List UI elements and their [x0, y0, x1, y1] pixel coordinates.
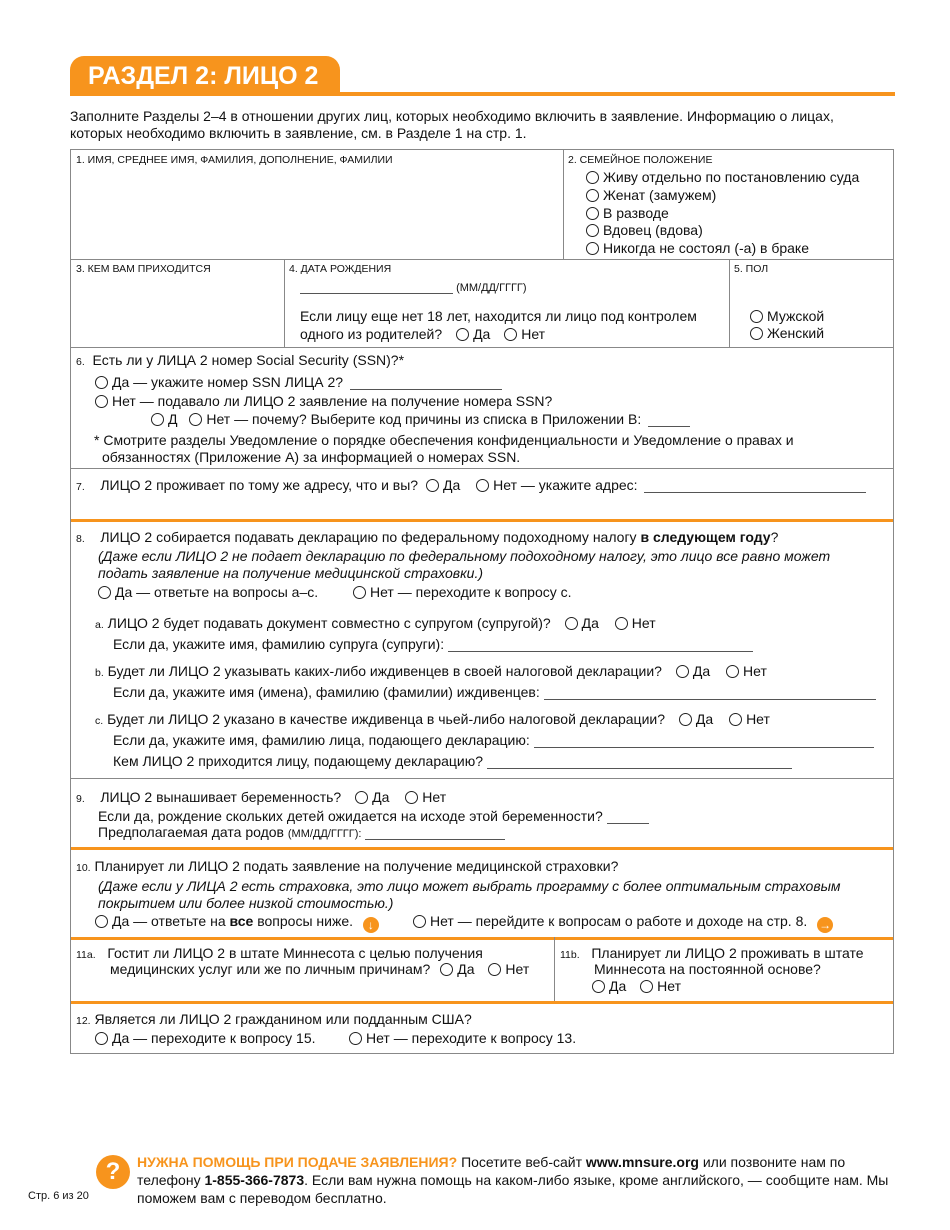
q3-label: 3. КЕМ ВАМ ПРИХОДИТСЯ	[76, 263, 211, 275]
radio-icon	[586, 207, 599, 220]
divider	[71, 778, 893, 779]
q4-label: 4. ДАТА РОЖДЕНИЯ	[289, 263, 392, 275]
address-input[interactable]	[644, 480, 866, 493]
page-number: Стр. 6 из 20	[28, 1190, 89, 1202]
q6-text: 6. Есть ли у ЛИЦА 2 номер Social Security (SSN)?*	[76, 352, 405, 368]
spouse-name-input[interactable]	[448, 639, 753, 652]
filer-name-input[interactable]	[534, 735, 874, 748]
radio-icon[interactable]	[504, 328, 517, 341]
radio-icon	[98, 586, 111, 599]
radio-icon[interactable]	[189, 413, 202, 426]
radio-icon[interactable]	[426, 479, 439, 492]
due-date-input[interactable]	[365, 827, 505, 840]
radio-icon[interactable]	[640, 980, 653, 993]
q6-note-l1: * Смотрите разделы Уведомление о порядке обеспечения конфиденциальности и Уведомление о правах и	[94, 432, 794, 448]
divider	[554, 937, 555, 1001]
q4-question-l2: одного из родителей? Да Нет	[300, 326, 546, 342]
radio-icon	[95, 915, 108, 928]
q7-row: 7. ЛИЦО 2 проживает по тому же адресу, что и вы? Да Нет — укажите адрес:	[76, 477, 866, 493]
arrow-down-icon: ↓	[363, 917, 379, 933]
dob-field[interactable]: (ММ/ДД/ГГГГ)	[300, 281, 527, 294]
divider	[71, 519, 893, 522]
dependents-input[interactable]	[544, 687, 876, 700]
radio-icon[interactable]	[405, 791, 418, 804]
q5-label: 5. ПОЛ	[734, 263, 769, 275]
q2-label: 2. СЕМЕЙНОЕ ПОЛОЖЕНИЕ	[568, 154, 713, 166]
relationship-input[interactable]	[487, 756, 792, 769]
radio-icon[interactable]	[615, 617, 628, 630]
q10-note-l1: (Даже если у ЛИЦА 2 есть страховка, это лицо может выбрать программу с более оптимальным страховым	[98, 878, 841, 894]
q10-no[interactable]: Нет — перейдите к вопросам о работе и доходе на стр. 8. →	[413, 913, 833, 933]
section-title: РАЗДЕЛ 2: ЛИЦО 2	[70, 56, 340, 94]
divider	[71, 259, 893, 260]
radio-icon[interactable]	[355, 791, 368, 804]
header-rule	[70, 92, 895, 96]
q12-text: 12. Является ли ЛИЦО 2 гражданином или подданным США?	[76, 1011, 472, 1027]
radio-icon[interactable]	[476, 479, 489, 492]
intro-text: Заполните Разделы 2–4 в отношении других лиц, которых необходимо включить в заявление. Информацию о лицах, которых необходимо включить в заявление, см. в Разделе 1 на стр. 1.	[70, 108, 834, 141]
q6-yes[interactable]: Да — укажите номер SSN ЛИЦА 2?	[95, 374, 502, 390]
q8c-follow2: Кем ЛИЦО 2 приходится лицу, подающему декларацию?	[113, 753, 792, 769]
radio-icon	[586, 242, 599, 255]
q8-text: 8. ЛИЦО 2 собирается подавать декларацию по федеральному подоходному налогу в следующем году?	[76, 529, 779, 545]
divider	[563, 150, 564, 259]
radio-icon	[349, 1032, 362, 1045]
q11b-l1: 11b. Планирует ли ЛИЦО 2 проживать в штате	[560, 945, 864, 961]
divider	[71, 468, 893, 469]
q6-note-l2: обязанностях (Приложение A) за информацией о номерах SSN.	[102, 449, 521, 465]
q8a-follow: Если да, укажите имя, фамилию супруга (супруги):	[113, 636, 753, 652]
site-link[interactable]: www.mnsure.org	[585, 1154, 699, 1170]
radio-icon	[95, 395, 108, 408]
radio-icon	[586, 189, 599, 202]
radio-icon[interactable]	[440, 963, 453, 976]
section-header	[70, 56, 895, 96]
radio-icon	[95, 376, 108, 389]
q12-no[interactable]: Нет — переходите к вопросу 13.	[349, 1030, 576, 1046]
marital-option-4[interactable]: Никогда не состоял (-а) в браке	[586, 240, 809, 256]
q8-no[interactable]: Нет — переходите к вопросу c.	[353, 584, 572, 600]
radio-icon[interactable]	[592, 980, 605, 993]
radio-icon	[413, 915, 426, 928]
q11b-l2: Миннесота на постоянной основе?	[594, 961, 821, 977]
q6-no[interactable]: Нет — подавало ли ЛИЦО 2 заявление на получение номера SSN?	[95, 393, 552, 409]
radio-icon[interactable]	[488, 963, 501, 976]
help-icon: ?	[96, 1155, 130, 1189]
arrow-right-icon: →	[819, 918, 832, 932]
q11a-l2: медицинских услуг или же по личным причинам? Да Нет	[110, 961, 530, 977]
name-input[interactable]	[76, 168, 556, 256]
radio-icon[interactable]	[676, 665, 689, 678]
q6-sub: Д Нет — почему? Выберите код причины из списка в Приложении B:	[151, 411, 690, 427]
q9-follow1: Если да, рождение скольких детей ожидается на исходе этой беременности?	[98, 808, 649, 824]
sex-male[interactable]: Мужской	[750, 308, 824, 324]
q10-yes[interactable]: Да — ответьте на все вопросы ниже. ↓	[95, 913, 379, 933]
radio-icon[interactable]	[456, 328, 469, 341]
divider	[71, 847, 893, 850]
divider	[71, 347, 893, 348]
radio-icon	[586, 171, 599, 184]
radio-icon[interactable]	[151, 413, 164, 426]
marital-option-3[interactable]: Вдовец (вдова)	[586, 222, 703, 238]
divider	[71, 1001, 893, 1004]
q10-text: 10. Планирует ли ЛИЦО 2 подать заявление на получение медицинской страховки?	[76, 858, 619, 874]
person-form	[70, 149, 894, 1054]
radio-icon	[95, 1032, 108, 1045]
q8-yes[interactable]: Да — ответьте на вопросы a–c.	[98, 584, 318, 600]
marital-option-0[interactable]: Живу отдельно по постановлению суда	[586, 169, 859, 185]
radio-icon[interactable]	[729, 713, 742, 726]
marital-option-2[interactable]: В разводе	[586, 205, 669, 221]
q9-follow2: Предполагаемая дата родов (ММ/ДД/ГГГГ):	[98, 824, 505, 840]
radio-icon	[586, 224, 599, 237]
children-count-input[interactable]	[607, 811, 649, 824]
marital-option-1[interactable]: Женат (замужем)	[586, 187, 716, 203]
sex-female[interactable]: Женский	[750, 325, 824, 341]
q8b-text: b. Будет ли ЛИЦО 2 указывать каких-либо иждивенцев в своей налоговой декларации? Да Нет	[95, 663, 767, 679]
help-footer: НУЖНА ПОМОЩЬ ПРИ ПОДАЧЕ ЗАЯВЛЕНИЯ? Посетите веб-сайт www.mnsure.org или позвоните нам по телефону 1-855-366-7873. Если вам нужна помощь на каком-либо языке, кроме английского, — сообщите нам. Мы поможем вам с переводом бесплатно.	[137, 1154, 889, 1206]
q11b-options: Да Нет	[592, 978, 681, 994]
q9-text: 9. ЛИЦО 2 вынашивает беременность? Да Нет	[76, 789, 447, 805]
q10-note-l2: покрытием или более низкой стоимостью.)	[98, 895, 394, 911]
radio-icon	[750, 327, 763, 340]
q12-yes[interactable]: Да — переходите к вопросу 15.	[95, 1030, 316, 1046]
q11a-l1: 11a. Гостит ли ЛИЦО 2 в штате Миннесота с целью получения	[76, 945, 483, 961]
q8c-text: c. Будет ли ЛИЦО 2 указано в качестве иждивенца в чьей-либо налоговой декларации? Да Нет	[95, 711, 770, 727]
divider	[71, 937, 893, 940]
q8-note-l1: (Даже если ЛИЦО 2 не подает декларацию по федеральному подоходному налогу, это лицо все равно может	[98, 548, 831, 564]
q8a-text: a. ЛИЦО 2 будет подавать документ совместно с супругом (супругой)? Да Нет	[95, 615, 656, 631]
radio-icon[interactable]	[726, 665, 739, 678]
radio-icon	[353, 586, 366, 599]
q4-question-l1: Если лицу еще нет 18 лет, находится ли лицо под контролем	[300, 308, 697, 324]
q8c-follow1: Если да, укажите имя, фамилию лица, подающего декларацию:	[113, 732, 874, 748]
radio-icon	[750, 310, 763, 323]
q1-label: 1. ИМЯ, СРЕДНЕЕ ИМЯ, ФАМИЛИЯ, ДОПОЛНЕНИЕ, ФАМИЛИИ	[76, 154, 393, 166]
q8-note-l2: подать заявление на получение медицинской страховки.)	[98, 565, 484, 581]
divider	[729, 259, 730, 347]
phone-number: 1-855-366-7873	[204, 1172, 305, 1188]
radio-icon[interactable]	[679, 713, 692, 726]
q8b-follow: Если да, укажите имя (имена), фамилию (фамилии) иждивенцев:	[113, 684, 876, 700]
radio-icon[interactable]	[565, 617, 578, 630]
divider	[284, 259, 285, 347]
